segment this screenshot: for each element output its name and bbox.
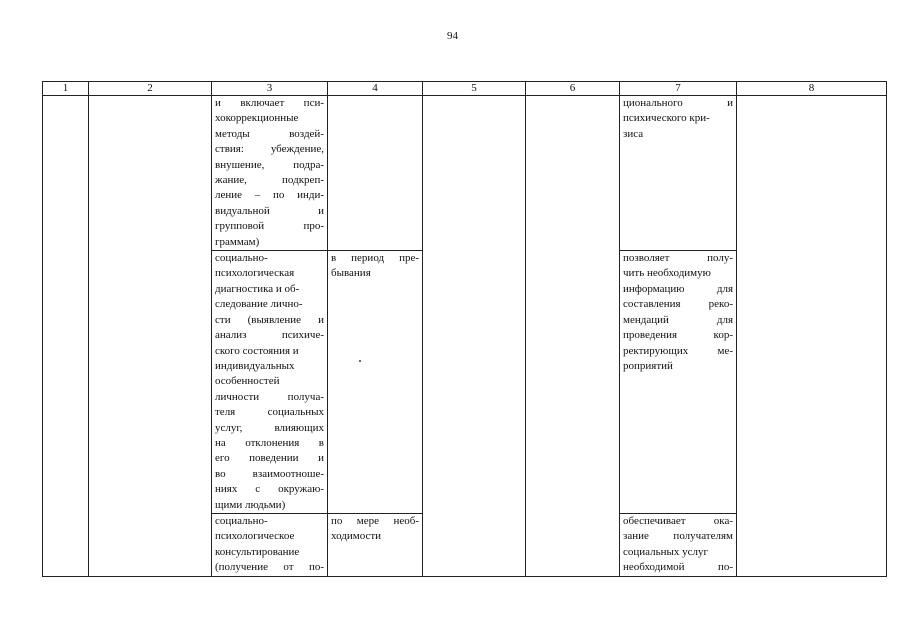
- text-line: индивидуальных: [215, 359, 295, 372]
- text-line: роприятий: [623, 359, 673, 372]
- text-line: консультирование: [215, 545, 300, 558]
- column-number-2: 2: [89, 82, 212, 96]
- text-line: психического кри-: [623, 112, 710, 125]
- text-line: социальных услуг: [623, 545, 709, 558]
- text-line: щими людьми): [215, 498, 286, 511]
- text-line: составления реко-: [623, 298, 733, 311]
- text-line: необходимой по-: [623, 561, 733, 574]
- text-line: ление – по инди-: [215, 189, 324, 202]
- cell-service-description: [212, 513, 328, 576]
- cell-service-result: [620, 513, 737, 576]
- column-number-5: 5: [423, 82, 526, 96]
- text-line: его поведении и: [215, 452, 324, 465]
- cell-service-period: [328, 513, 423, 576]
- text-line: теля социальных: [215, 406, 324, 419]
- cell-col-6: [526, 96, 620, 577]
- table-row: [43, 96, 887, 251]
- text-line: позволяет полу-: [623, 252, 733, 265]
- column-number-8: 8: [737, 82, 887, 96]
- cell-service-period: [328, 96, 423, 251]
- text-line: зание получателям: [623, 530, 733, 543]
- text-line: особенностей: [215, 375, 280, 388]
- text-line: (получение от по-: [215, 561, 324, 574]
- text-line: и включает пси-: [215, 97, 324, 109]
- cell-service-description: [212, 96, 328, 251]
- text-line: информацию для: [623, 282, 733, 295]
- text-line: психологическая: [215, 267, 295, 280]
- text-line: следование лично-: [215, 298, 303, 311]
- column-number-7: 7: [620, 82, 737, 96]
- services-table: [42, 81, 887, 577]
- text-line: чить необходимую: [623, 267, 711, 280]
- text-line: проведения кор-: [623, 329, 733, 342]
- text-line: ходимости: [331, 530, 382, 543]
- scan-speck: [359, 360, 361, 362]
- text-line: личности получа-: [215, 390, 324, 403]
- cell-col-1: [43, 96, 89, 577]
- cell-service-result: [620, 251, 737, 514]
- column-number-3: 3: [212, 82, 328, 96]
- cell-col-2: [89, 96, 212, 577]
- cell-service-result: [620, 96, 737, 251]
- text-line: в период пре-: [331, 252, 419, 265]
- text-line: ствия: убеждение,: [215, 143, 324, 156]
- text-line: социально-: [215, 514, 268, 527]
- cell-service-description: [212, 251, 328, 514]
- text-line: граммам): [215, 235, 260, 248]
- text-line: внушение, подра-: [215, 158, 324, 171]
- text-line: жание, подкреп-: [215, 174, 324, 187]
- text-line: по мере необ-: [331, 514, 419, 527]
- text-line: услуг, влияющих: [215, 421, 324, 434]
- text-line: зиса: [623, 127, 644, 140]
- text-line: психологическое: [215, 530, 295, 543]
- page-number: 94: [447, 30, 458, 42]
- text-line: ректирующих ме-: [623, 344, 733, 357]
- text-line: анализ психиче-: [215, 329, 324, 342]
- text-line: методы воздей-: [215, 127, 324, 140]
- column-number-4: 4: [328, 82, 423, 96]
- text-line: ского состояния и: [215, 344, 299, 357]
- cell-col-5: [423, 96, 526, 577]
- column-number-1: 1: [43, 82, 89, 96]
- text-line: на отклонения в: [215, 436, 324, 449]
- cell-col-8: [737, 96, 887, 577]
- text-line: сти (выявление и: [215, 313, 324, 326]
- text-line: социально-: [215, 252, 268, 265]
- text-line: ниях с окружаю-: [215, 483, 324, 496]
- text-line: диагностика и об-: [215, 282, 300, 295]
- table-header-row: [43, 82, 887, 96]
- cell-service-period: [328, 251, 423, 514]
- text-line: ционального и: [623, 97, 733, 109]
- text-line: хокоррекционные: [215, 112, 299, 125]
- text-line: групповой про-: [215, 220, 324, 233]
- text-line: во взаимоотноше-: [215, 467, 324, 480]
- text-line: видуальной и: [215, 204, 324, 217]
- text-line: бывания: [331, 267, 371, 280]
- text-line: обеспечивает ока-: [623, 514, 733, 527]
- text-line: мендаций для: [623, 313, 733, 326]
- column-number-6: 6: [526, 82, 620, 96]
